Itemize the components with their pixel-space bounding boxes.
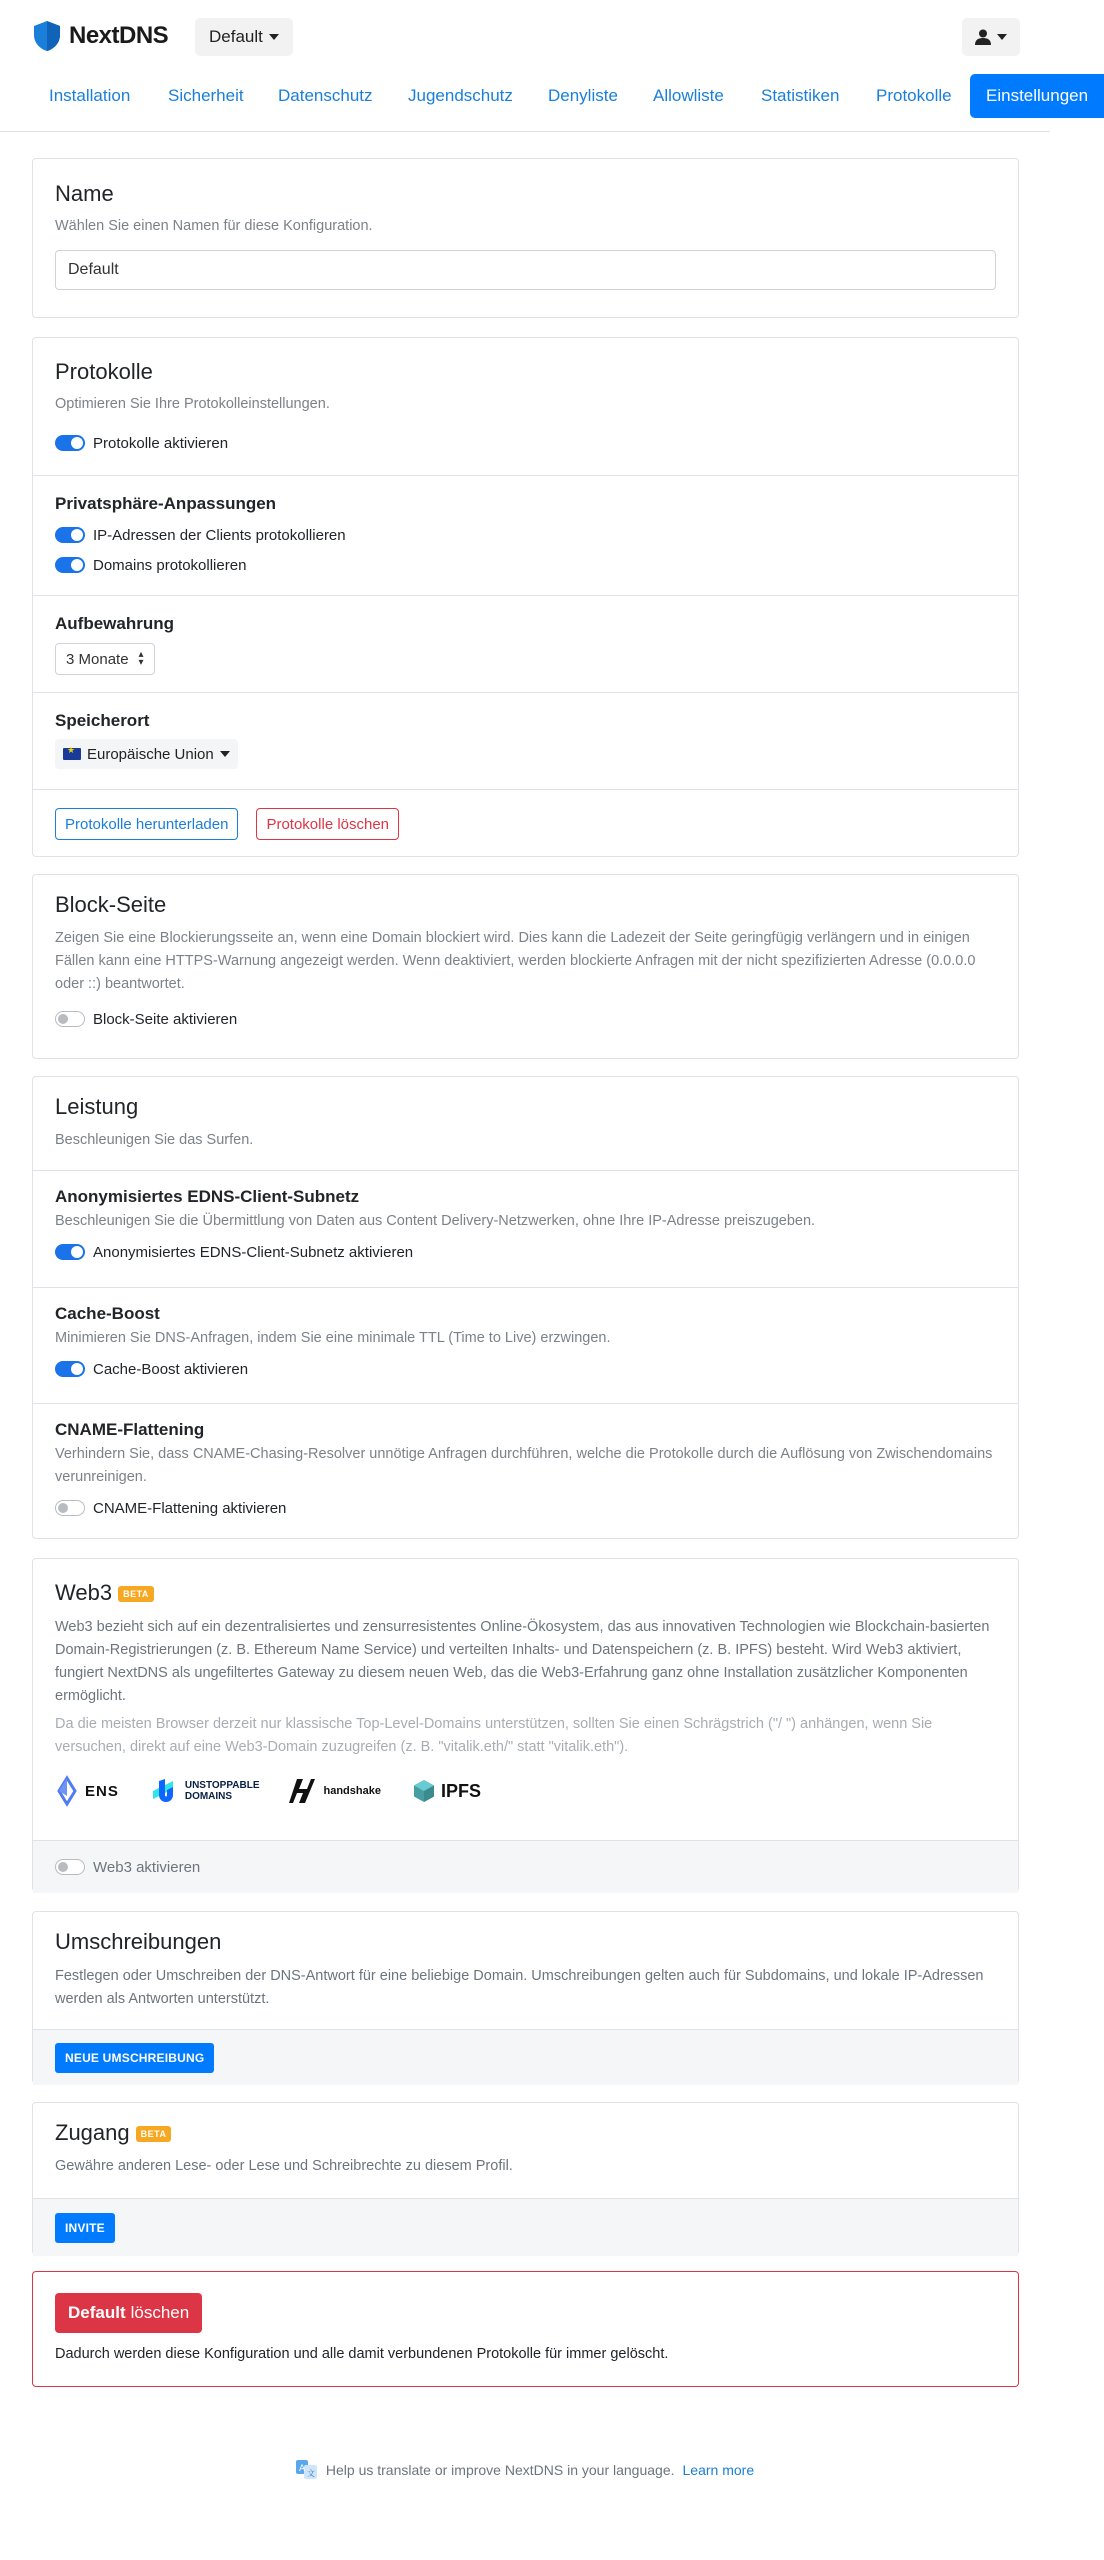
svg-text:文: 文 — [306, 2469, 315, 2478]
web3-card — [32, 1558, 1019, 1892]
tab-allowlist[interactable]: Allowliste — [653, 86, 724, 105]
logs-enable-label: Protokolle aktivieren — [93, 434, 229, 452]
unstoppable-domains-logo: UNSTOPPABLE DOMAINS — [151, 1777, 260, 1805]
ens-icon — [55, 1777, 79, 1805]
tab-settings[interactable]: Einstellungen — [970, 74, 1104, 118]
log-ips-toggle[interactable] — [55, 527, 85, 543]
access-title: Zugang — [55, 2120, 130, 2145]
user-icon — [975, 29, 991, 45]
log-domains-row — [55, 550, 996, 580]
logs-enable-toggle[interactable] — [55, 435, 85, 451]
storage-location-dropdown[interactable] — [55, 739, 238, 769]
config-selector[interactable] — [195, 18, 293, 56]
delete-config-button[interactable]: Default löschen — [55, 2293, 202, 2333]
logs-enable-row — [55, 428, 996, 458]
cache-boost-description: Minimieren Sie DNS-Anfragen, indem Sie eine minimale TTL (Time to Live) erzwingen. — [55, 1330, 611, 1346]
storage-location-value: Europäische Union — [87, 745, 214, 763]
rewrites-title: Umschreibungen — [55, 1929, 222, 1954]
delete-config-card — [32, 2271, 1019, 2387]
footer-text: Help us translate or improve NextDNS in your language. — [325, 2462, 675, 2478]
beta-badge: BETA — [136, 2126, 172, 2142]
brand-logo[interactable] — [33, 20, 168, 52]
web3-enable-row — [55, 1852, 200, 1882]
config-selector-label: Default — [209, 27, 263, 46]
unstoppable-domains-icon — [151, 1777, 179, 1805]
cname-flattening-title: CNAME-Flattening — [55, 1420, 205, 1439]
tab-analytics[interactable]: Statistiken — [761, 86, 840, 105]
privacy-adjustments-title: Privatsphäre-Anpassungen — [55, 494, 277, 513]
new-rewrite-button[interactable]: NEUE UMSCHREIBUNG — [55, 2043, 214, 2073]
rewrites-card — [32, 1911, 1019, 2084]
chevron-down-icon — [997, 34, 1007, 40]
web3-title-row — [55, 1559, 996, 1606]
ipfs-logo: IPFS — [413, 1779, 481, 1803]
log-ips-label: IP-Adressen der Clients protokollieren — [93, 526, 346, 544]
chevron-down-icon — [269, 34, 279, 40]
top-navbar — [0, 0, 1050, 74]
block-page-row — [55, 1004, 996, 1034]
tab-parental-control[interactable]: Jugendschutz — [408, 86, 513, 105]
invite-button[interactable]: INVITE — [55, 2213, 115, 2243]
web3-enable-toggle[interactable] — [55, 1859, 85, 1875]
log-domains-label: Domains protokollieren — [93, 556, 247, 574]
access-title-row — [55, 2103, 996, 2146]
eu-flag-icon — [63, 748, 81, 760]
translate-footer — [0, 2460, 1050, 2480]
cache-boost-label: Cache-Boost aktivieren — [93, 1360, 249, 1378]
ecs-title: Anonymisiertes EDNS-Client-Subnetz — [55, 1187, 360, 1206]
clear-logs-button[interactable]: Protokolle löschen — [256, 808, 399, 840]
shield-icon — [33, 20, 61, 52]
name-card — [32, 158, 1019, 318]
logs-card-title: Protokolle — [55, 359, 153, 384]
svg-text:A: A — [298, 2464, 306, 2474]
cache-boost-title: Cache-Boost — [55, 1304, 160, 1323]
brand-name: NextDNS — [69, 22, 169, 49]
tab-denylist[interactable]: Denyliste — [548, 86, 618, 105]
cache-boost-toggle[interactable] — [55, 1361, 85, 1377]
download-logs-button[interactable]: Protokolle herunterladen — [55, 808, 238, 840]
cname-flattening-label: CNAME-Flattening aktivieren — [93, 1499, 287, 1517]
cache-boost-row — [55, 1354, 996, 1384]
ecs-description: Beschleunigen Sie die Übermittlung von Daten aus Content Delivery-Netzwerken, ohne Ihre IP-Adresse preiszugeben. — [55, 1213, 816, 1229]
performance-card — [32, 1076, 1019, 1539]
chevron-down-icon — [220, 751, 230, 757]
log-ips-row — [55, 520, 996, 550]
web3-title: Web3 — [55, 1580, 113, 1605]
delete-config-description: Dadurch werden diese Konfiguration und alle damit verbundenen Protokolle für immer gelöscht. — [55, 2346, 669, 2362]
log-domains-toggle[interactable] — [55, 557, 85, 573]
config-name-input[interactable]: Default — [55, 250, 996, 290]
rewrites-description: Festlegen oder Umschreiben der DNS-Antwort für eine beliebige Domain. Umschreibungen gelten auch für Subdomains, und lokale IP-Adressen werden als Antworten unterstützt. — [55, 1968, 984, 2007]
web3-note: Da die meisten Browser derzeit nur klassische Top-Level-Domains unterstützen, sollten Sie einen Schrägstrich ("/ ") anhängen, wenn Sie versuchen, direkt auf eine Web3-Domain zuzugreifen (z. B. "vitalik.eth/" statt "vitalik.eth"). — [55, 1716, 933, 1755]
block-page-card — [32, 874, 1019, 1059]
block-page-title: Block-Seite — [55, 892, 167, 917]
translate-icon — [296, 2460, 318, 2480]
tab-logs[interactable]: Protokolle — [876, 86, 952, 105]
access-card — [32, 2102, 1019, 2255]
select-arrows-icon: ▴ ▾ — [138, 649, 144, 668]
ipfs-icon — [413, 1779, 435, 1803]
web3-enable-label: Web3 aktivieren — [93, 1858, 201, 1876]
ecs-toggle[interactable] — [55, 1244, 85, 1260]
ecs-row — [55, 1237, 996, 1267]
logs-card-description: Optimieren Sie Ihre Protokolleinstellungen. — [55, 396, 330, 412]
beta-badge: BETA — [118, 1586, 154, 1602]
retention-select[interactable] — [55, 643, 155, 675]
storage-location-title: Speicherort — [55, 711, 150, 730]
web3-description: Web3 bezieht sich auf ein dezentralisiertes und zensurresistentes Online-Ökosystem, das aus innovativen Technologien wie Blockchain-basierten Domain-Registrierungen (z. B. Ethereum Name Service) und verteilten Inhalts- und Datenspeichern (z. B. IPFS) besteht. Wird Web3 aktiviert, fungiert NextDNS als ungefiltertes Gateway zu diesem neuen Web, das die Web3-Erfahrung ganz ohne Installation zusätzlicher Komponenten ermöglicht. — [55, 1619, 990, 1704]
ens-logo: ENS — [55, 1777, 119, 1805]
block-page-description: Zeigen Sie eine Blockierungsseite an, wenn eine Domain blockiert wird. Dies kann die Ladezeit der Seite geringfügig verlängern und in einigen Fällen kann eine HTTPS-Warnung angezeigt werden. Wenn deaktiviert, werden blockierte Anfragen mit der nicht spezifizierten Adresse (0.0.0.0 oder ::) beantwortet. — [55, 930, 976, 992]
ecs-label: Anonymisiertes EDNS-Client-Subnetz aktivieren — [93, 1243, 414, 1261]
retention-title: Aufbewahrung — [55, 614, 174, 633]
retention-value: 3 Monate — [66, 650, 129, 668]
learn-more-link[interactable]: Learn more — [682, 2462, 755, 2478]
tab-privacy[interactable]: Datenschutz — [278, 86, 373, 105]
tab-installation[interactable]: Installation — [49, 86, 131, 105]
handshake-icon — [291, 1777, 317, 1805]
web3-partner-logos — [55, 1771, 996, 1811]
cname-flattening-description: Verhindern Sie, dass CNAME-Chasing-Resolver unnötige Anfragen durchführen, welche die Protokolle durch die Auflösung von Zwischendomains verunreinigen. — [55, 1446, 993, 1485]
performance-title: Leistung — [55, 1094, 139, 1119]
handshake-logo: handshake — [291, 1777, 380, 1805]
tab-security[interactable]: Sicherheit — [168, 86, 244, 105]
cname-flattening-toggle[interactable] — [55, 1500, 85, 1516]
user-menu-button[interactable] — [962, 18, 1020, 56]
block-page-label: Block-Seite aktivieren — [93, 1010, 238, 1028]
access-description: Gewähre anderen Lese- oder Lese und Schreibrechte zu diesem Profil. — [55, 2158, 513, 2174]
logs-card — [32, 337, 1019, 857]
cname-flattening-row — [55, 1493, 996, 1523]
name-card-title: Name — [55, 181, 114, 206]
block-page-toggle[interactable] — [55, 1011, 85, 1027]
performance-description: Beschleunigen Sie das Surfen. — [55, 1132, 254, 1148]
web3-footer — [33, 1840, 1018, 1893]
settings-tabs — [0, 74, 1089, 132]
name-card-description: Wählen Sie einen Namen für diese Konfiguration. — [55, 218, 373, 234]
